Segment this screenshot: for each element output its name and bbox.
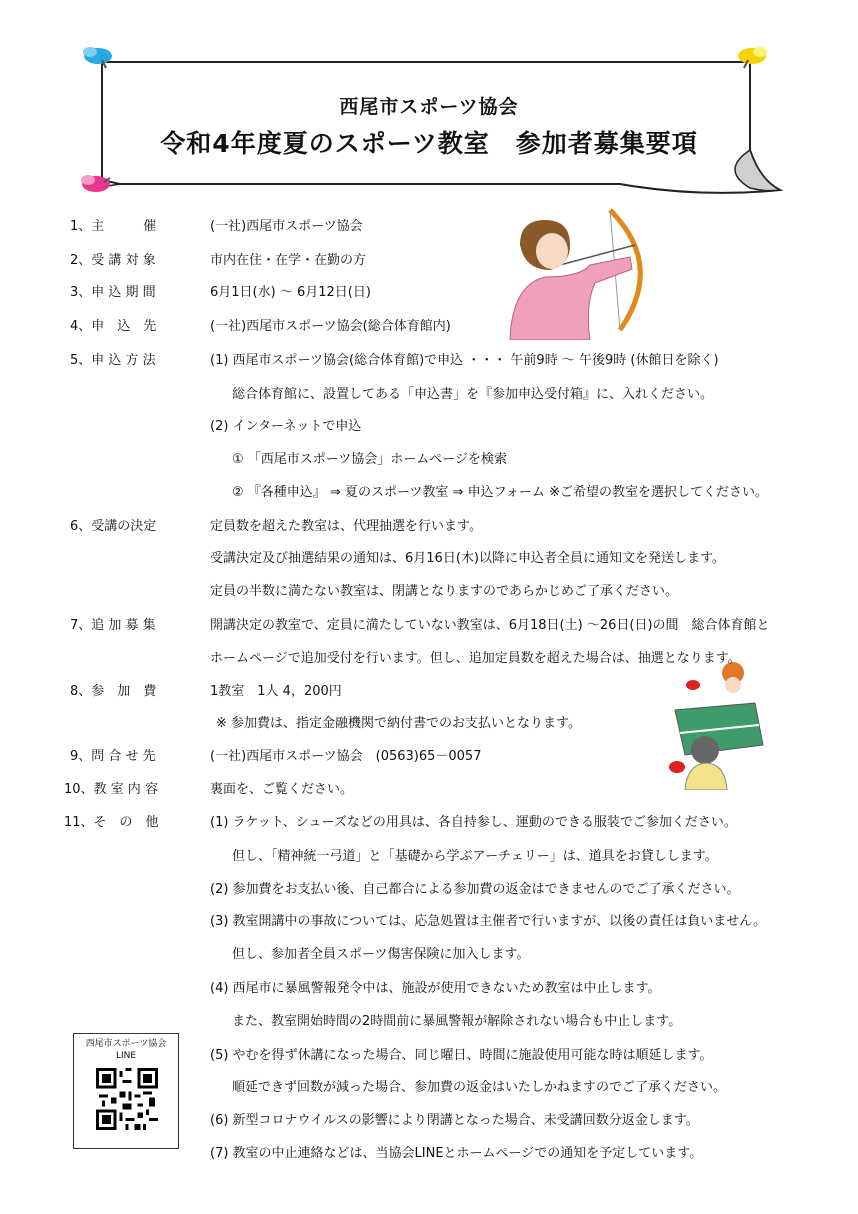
item-11-line: (3) 教室開講中の事故については、応急処置は主催者で行いますが、以後の責任は負いません。 <box>210 914 767 929</box>
item-11-line: (1) ラケット、シューズなどの用具は、各自持参し、運動のできる服装でご参加ください。 <box>210 815 737 830</box>
item-7-label: 7、追 加 募 集 <box>70 618 156 633</box>
item-4-text: (一社)西尾市スポーツ協会(総合体育館内) <box>210 319 451 334</box>
item-1-text: (一社)西尾市スポーツ協会 <box>210 219 363 234</box>
item-5-line: (2) インターネットで申込 <box>210 419 362 434</box>
qr-caption: 西尾市スポーツ協会 <box>85 1039 167 1049</box>
item-5-line: ① 「西尾市スポーツ協会」ホームページを検索 <box>232 452 508 467</box>
item-5-line: ② 『各種申込』 ⇒ 夏のスポーツ教室 ⇒ 申込フォーム ※ご希望の教室を選択してください。 <box>232 485 768 500</box>
archer-illustration <box>500 205 660 340</box>
item-11-line: (2) 参加費をお支払い後、自己都合による参加費の返金はできませんのでご了承ください。 <box>210 882 740 897</box>
item-6-line: 定員数を超えた教室は、代理抽選を行います。 <box>210 519 482 534</box>
item-5-label: 5、申 込 方 法 <box>70 353 156 368</box>
item-11-line: (6) 新型コロナウイルスの影響により閉講となった場合、未受講回数分返金します。 <box>210 1113 699 1128</box>
item-4-label: 4、申 込 先 <box>70 319 157 334</box>
item-5-line: (1) 西尾市スポーツ協会(総合体育館)で申込 ・・・ 午前9時 ～ 午後9時 (休館日を除く) <box>210 353 719 368</box>
item-11-label: 11、そ の 他 <box>64 815 159 830</box>
item-7-line: ホームページで追加受付を行います。但し、追加定員数を超えた場合は、抽選となります。 <box>210 651 741 666</box>
title-banner <box>60 40 800 200</box>
item-2-label: 2、受 講 対 象 <box>70 253 156 268</box>
line-qr-box <box>73 1033 179 1149</box>
item-3-text: 6月1日(水) ～ 6月12日(日) <box>210 285 371 300</box>
item-10-label: 10、教 室 内 容 <box>64 782 158 797</box>
qr-code[interactable] <box>96 1068 158 1130</box>
item-11-line: 但し、参加者全員スポーツ傷害保険に加入します。 <box>232 947 530 962</box>
organization-name: 西尾市スポーツ協会 <box>339 96 519 118</box>
item-1-label: 1、主 催 <box>70 219 157 234</box>
item-6-line: 受講決定及び抽選結果の通知は、6月16日(木)以降に申込者全員に通知文を発送します。 <box>210 551 725 566</box>
item-5-line: 総合体育館に、設置してある「申込書」を『参加申込受付箱』に、入れください。 <box>232 387 714 402</box>
item-6-line: 定員の半数に満たない教室は、閉講となりますのであらかじめご了承ください。 <box>210 584 679 599</box>
item-11-line: 但し、「精神統一弓道」と「基礎から学ぶアーチェリー」は、道具をお貸しします。 <box>232 849 718 864</box>
item-2-text: 市内在住・在学・在勤の方 <box>210 253 367 268</box>
item-3-label: 3、申 込 期 間 <box>70 285 156 300</box>
item-9-label: 9、問 合 せ 先 <box>70 749 156 764</box>
page-title: 令和4年度夏のスポーツ教室 参加者募集要項 <box>160 129 698 158</box>
item-11-line: 順延できず回数が減った場合、参加費の返金はいたしかねますのでご了承ください。 <box>232 1080 727 1095</box>
item-11-line: (4) 西尾市に暴風警報発令中は、施設が使用できないため教室は中止します。 <box>210 981 661 996</box>
item-8-label: 8、参 加 費 <box>70 684 157 699</box>
item-10-text: 裏面を、ご覧ください。 <box>210 782 354 797</box>
item-8-line: ※ 参加費は、指定金融機関で納付書でのお支払いとなります。 <box>216 716 581 731</box>
item-11-line: (5) やむを得ず休講になった場合、同じ曜日、時間に施設使用可能な時は順延します。 <box>210 1048 713 1063</box>
item-6-label: 6、受講の決定 <box>70 519 157 534</box>
item-11-line: (7) 教室の中止連絡などは、当協会LINEとホームページでの通知を予定しています。 <box>210 1146 703 1161</box>
item-8-line: 1教室 1人 4，200円 <box>210 684 342 699</box>
item-11-line: また、教室開始時間の2時間前に暴風警報が解除されない場合も中止します。 <box>232 1014 682 1029</box>
qr-caption-line: LINE <box>115 1051 137 1061</box>
item-7-line: 開講決定の教室で、定員に満たしていない教室は、6月18日(土) ～26日(日)の間 総合体育館と <box>210 618 770 633</box>
item-9-text: (一社)西尾市スポーツ協会 (0563)65－0057 <box>210 749 482 764</box>
table-tennis-illustration <box>655 655 765 790</box>
